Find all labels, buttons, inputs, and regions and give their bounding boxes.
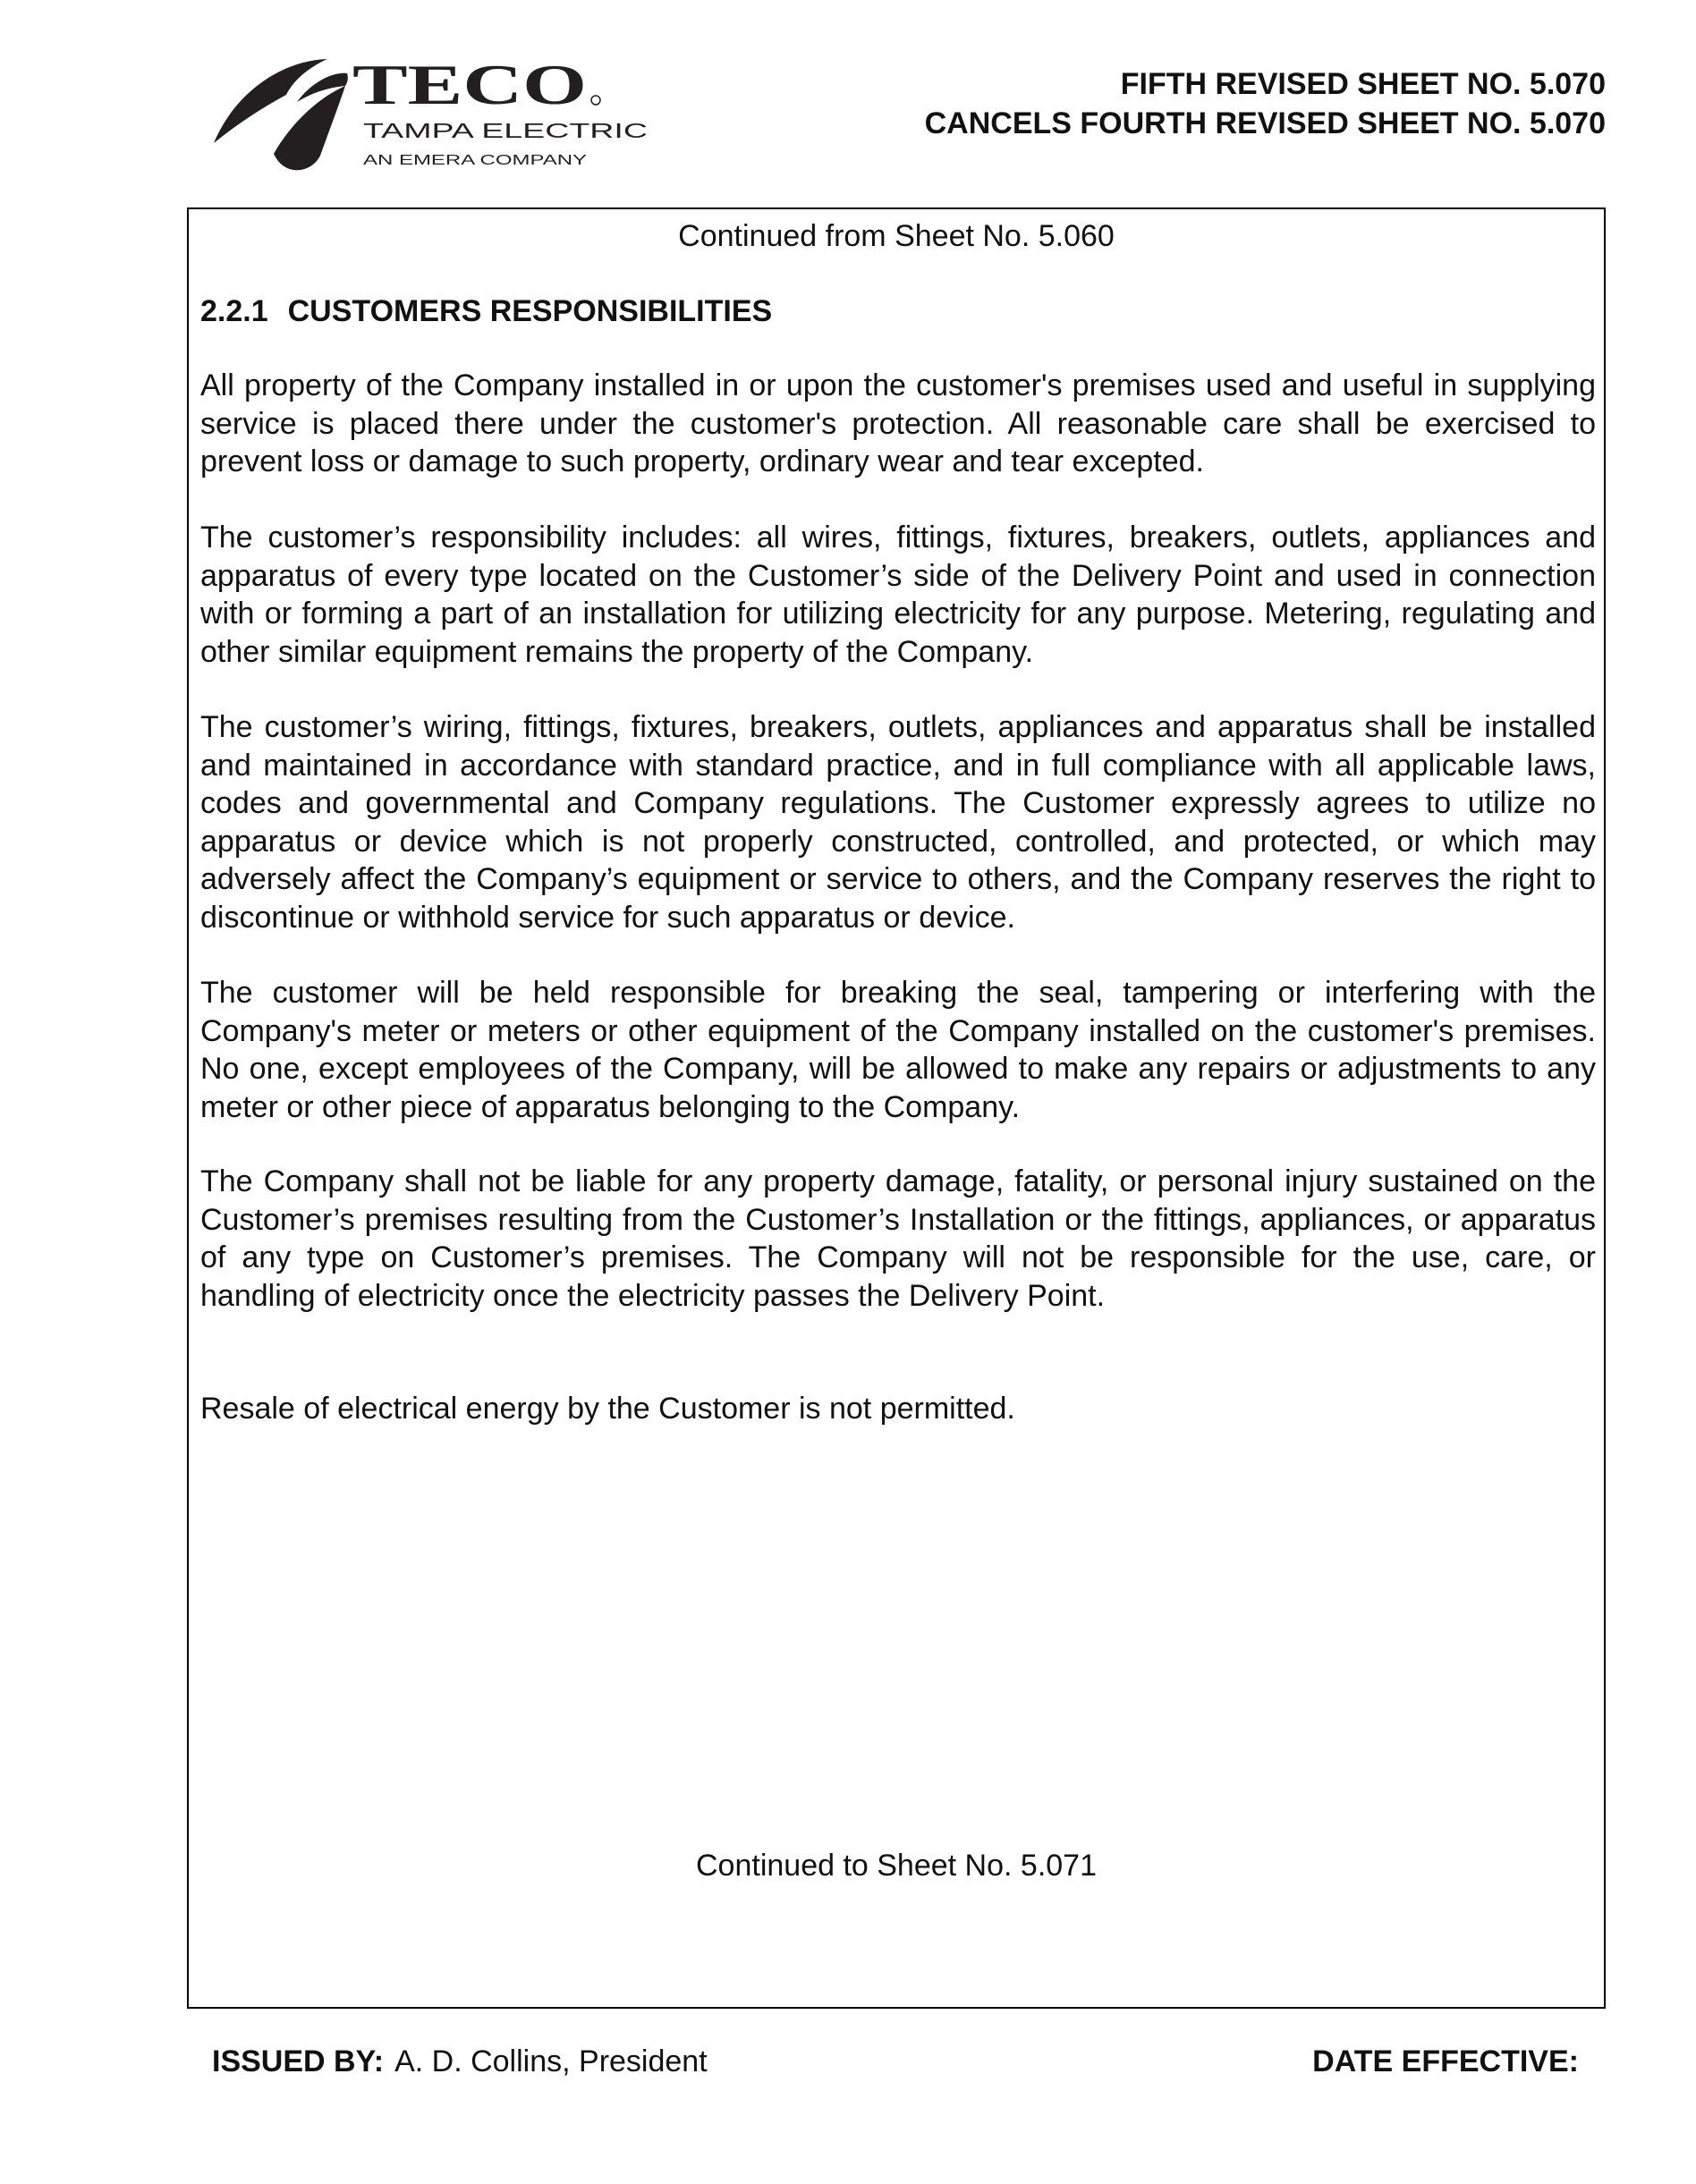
continued-to-note: Continued to Sheet No. 5.071	[696, 1849, 1097, 1883]
section-number: 2.2.1	[200, 294, 268, 328]
cancels-sheet-number: CANCELS FOURTH REVISED SHEET NO. 5.070	[924, 106, 1606, 140]
continued-from-note: Continued from Sheet No. 5.060	[678, 219, 1115, 253]
teco-logo	[211, 55, 658, 181]
section-heading	[200, 292, 772, 331]
logo-parent-company: AN EMERA COMPANY	[363, 153, 588, 168]
sheet-header	[925, 64, 1606, 143]
registered-mark-icon	[591, 96, 600, 105]
content-box	[187, 207, 1606, 2009]
paragraph-property-protection: All property of the Company installed in or upon the customer's premises used and useful in supplying service is placed there under the customer's protection. All reasonable care shall be exercised to prevent loss or damage to such property, ordinary wear and tear excepted.	[200, 368, 1596, 478]
paragraph-customer-responsibility: The customer’s responsibility includes: all wires, fittings, fixtures, breakers, outlets, appliances and apparatus of every type located on the Customer’s side of the Delivery Point and used in connection with or forming a part of an installation for utilizing electricity for any purpose. Metering, regulating and other similar equipment remains the property of the Company.	[200, 521, 1596, 669]
swoosh-icon	[214, 59, 348, 170]
issued-by-label: ISSUED BY:	[212, 2044, 385, 2078]
paragraph-wiring-compliance: The customer’s wiring, fittings, fixtures, breakers, outlets, appliances and apparatus shall be installed and maintained in accordance with standard practice, and in full compliance with all applicable laws, codes and governmental and Company regulations. The Customer expressly agrees to utilize no apparatus or device which is not properly constructed, controlled, and protected, or which may adversely affect the Company’s equipment or service to others, and the Company reserves the right to discontinue or withhold service for such apparatus or device.	[200, 710, 1596, 935]
section-title: CUSTOMERS RESPONSIBILITIES	[287, 294, 773, 328]
issued-by	[212, 2042, 708, 2081]
logo-tagline: TAMPA ELECTRIC	[363, 119, 648, 142]
sheet-number: FIFTH REVISED SHEET NO. 5.070	[1120, 67, 1606, 101]
date-effective-label: DATE EFFECTIVE:	[1312, 2044, 1579, 2078]
logo-wordmark: TECO	[352, 55, 587, 116]
paragraph-meter-tampering: The customer will be held responsible for breaking the seal, tampering or interfering with the Company's meter or meters or other equipment of the Company installed on the customer's premises. No one, except employees of the Company, will be allowed to make any repairs or adjustments to any meter or other piece of apparatus belonging to the Company.	[200, 976, 1596, 1124]
issued-by-value: A. D. Collins, President	[394, 2044, 708, 2078]
paragraph-liability: The Company shall not be liable for any property damage, fatality, or personal injury sustained on the Customer’s premises resulting from the Customer’s Installation or the fittings, appliances, or apparatus of any type on Customer’s premises. The Company will not be responsible for the use, care, or handling of electricity once the electricity passes the Delivery Point.	[200, 1164, 1596, 1313]
paragraph-resale: Resale of electrical energy by the Customer is not permitted.	[200, 1392, 1015, 1426]
